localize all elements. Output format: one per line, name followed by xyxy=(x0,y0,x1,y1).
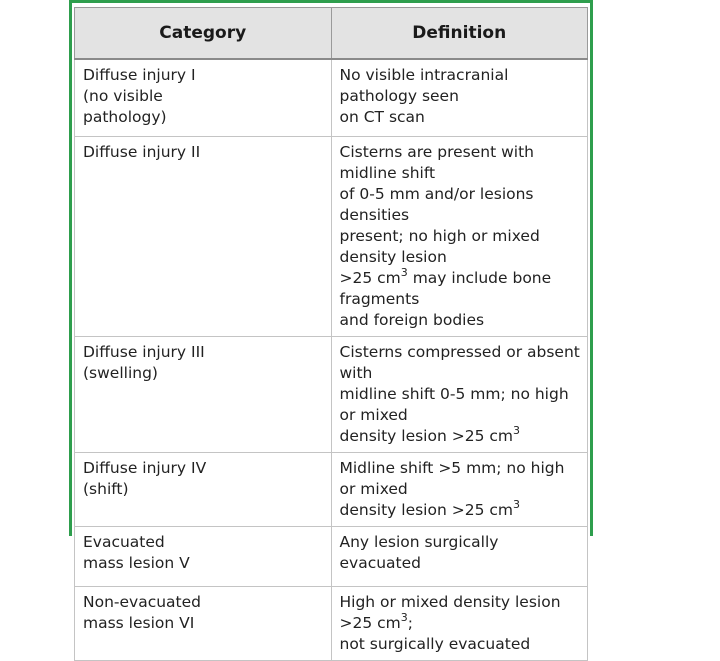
superscript: 3 xyxy=(400,266,408,279)
table-row xyxy=(75,59,588,137)
category-cell: Diffuse injury I (no visible pathology) xyxy=(75,59,332,137)
definition-cell: No visible intracranial pathology seen on CT scan xyxy=(331,59,588,137)
superscript: 3 xyxy=(512,498,520,511)
category-cell: Diffuse injury III (swelling) xyxy=(75,337,332,453)
table-row xyxy=(75,337,588,453)
table-row xyxy=(75,527,588,587)
table-row xyxy=(75,453,588,527)
table-row xyxy=(75,587,588,661)
definition-text: may include bone fragments and foreign bodies xyxy=(339,269,552,329)
definition-cell xyxy=(331,453,588,527)
classification-table xyxy=(74,7,588,661)
header-category: Category xyxy=(75,8,332,60)
category-cell: Diffuse injury II xyxy=(75,137,332,337)
definition-cell xyxy=(331,337,588,453)
definition-text: Cisterns are present with midline shift of 0-5 mm and/or lesions densities present; no high or mixed density lesion >25 cm xyxy=(339,143,540,287)
header-row xyxy=(75,8,588,60)
category-cell: Evacuated mass lesion V xyxy=(75,527,332,587)
definition-text: Cisterns compressed or absent with midline shift 0-5 mm; no high or mixed density lesion >25 cm xyxy=(339,343,580,445)
definition-cell xyxy=(331,587,588,661)
category-cell: Diffuse injury IV (shift) xyxy=(75,453,332,527)
definition-text: High or mixed density lesion >25 cm xyxy=(339,593,561,632)
definition-text: Midline shift >5 mm; no high or mixed density lesion >25 cm xyxy=(339,459,565,519)
definition-text: ; not surgically evacuated xyxy=(339,614,531,653)
category-cell: Non-evacuated mass lesion VI xyxy=(75,587,332,661)
superscript: 3 xyxy=(400,611,408,624)
header-definition: Definition xyxy=(331,8,588,60)
definition-cell xyxy=(331,137,588,337)
definition-cell: Any lesion surgically evacuated xyxy=(331,527,588,587)
table-frame xyxy=(69,0,593,653)
table-row xyxy=(75,137,588,337)
superscript: 3 xyxy=(512,424,520,437)
